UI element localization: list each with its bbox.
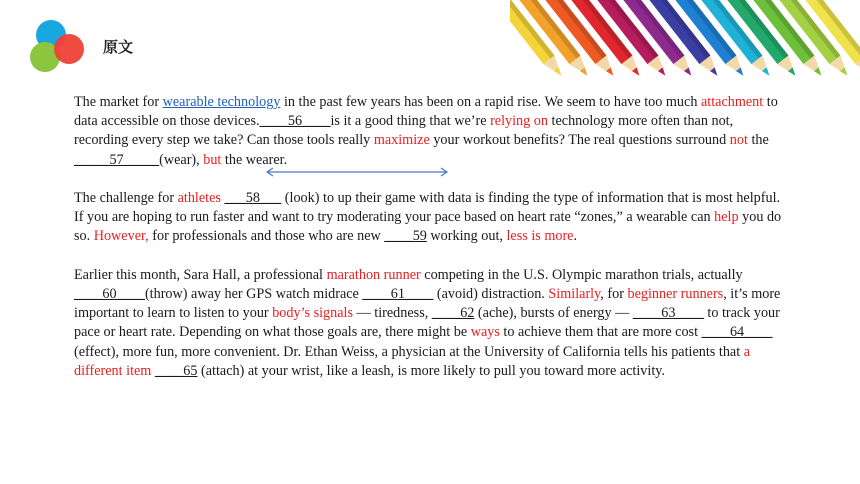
text-run: in the past few years has been on a rapid rise. We seem to have too much — [280, 94, 701, 110]
answer-blank: ____56____ — [259, 113, 331, 130]
paragraph-1 — [74, 93, 789, 170]
colored-pencils-image — [510, 0, 860, 92]
answer-blank: ____65 — [154, 362, 198, 379]
highlight-word: help — [714, 209, 739, 226]
highlight-word: However, — [93, 228, 149, 245]
text-run: your workout benefits? The real questions surround — [429, 132, 730, 149]
highlight-term: wearable technology — [162, 94, 281, 110]
answer-blank: ____62 — [431, 305, 475, 322]
text-run: The challenge for — [74, 190, 178, 206]
text-run: to data accessible on those devices. — [74, 94, 778, 130]
text-run: (throw) away her GPS watch midrace — [144, 286, 363, 302]
text-run: the — [747, 132, 769, 149]
highlight-word: Similarly — [548, 286, 601, 302]
logo-circles — [30, 20, 90, 76]
text-run: (effect), more fun, more convenient. Dr. Ethan Weiss, a physician at the University of California tells his patients that — [74, 343, 744, 360]
text-run: The market for — [74, 94, 163, 110]
text-run: (look) to up their game with data is finding the type of information that is most helpful. If you are hoping to run faster and want to try moderating your pace based on heart rate “zones,” a wearable can — [74, 190, 781, 226]
text-run: — tiredness, — [353, 305, 432, 322]
answer-blank: ____61____ — [362, 286, 434, 302]
highlight-word: not — [729, 132, 748, 149]
logo-red-circle — [54, 34, 84, 64]
text-run: (ache), bursts of energy — — [474, 305, 633, 322]
text-run: (wear), — [159, 151, 204, 168]
text-run: (avoid) distraction. — [433, 286, 549, 302]
paragraph-3 — [74, 266, 789, 381]
text-run: working out, — [426, 228, 507, 245]
text-run: , for — [600, 286, 628, 302]
highlight-word: body’s signals — [272, 305, 353, 322]
answer-blank: ____59 — [384, 228, 427, 245]
highlight-word: less is more — [506, 228, 574, 245]
paragraph-2 — [74, 189, 789, 247]
highlight-word: athletes — [177, 190, 221, 206]
text-run: , it’s more important to learn to listen to your — [74, 286, 781, 322]
answer-blank: _____57_____ — [74, 151, 160, 168]
highlight-word: attachment — [700, 94, 764, 110]
answer-blank: ____63____ — [632, 305, 704, 322]
text-run: (attach) at your wrist, like a leash, is more likely to pull you toward more activity. — [197, 362, 666, 379]
text-run: competing in the U.S. Olympic marathon trials, actually — [420, 266, 743, 283]
highlight-word: ways — [470, 324, 500, 341]
highlight-word: maximize — [373, 132, 430, 149]
answer-blank: ____64____ — [701, 324, 773, 341]
highlight-word: but — [203, 151, 222, 168]
slide-header — [0, 0, 860, 90]
text-run: . — [573, 228, 578, 245]
double-arrow-annotation — [264, 166, 450, 178]
highlight-word: a different item — [74, 343, 751, 379]
text-run: Earlier this month, Sara Hall, a professional — [74, 266, 327, 283]
text-run: to achieve them that are more cost — [499, 324, 702, 341]
text-run: technology more often than not, recording every step we take? Can those tools really — [74, 113, 734, 149]
text-run: the wearer. — [221, 151, 288, 168]
highlight-word: marathon runner — [326, 266, 421, 283]
text-run: you do so. — [74, 209, 782, 245]
answer-blank: ___58___ — [224, 190, 282, 206]
slide-title: 原文 — [103, 38, 134, 56]
highlight-word: beginner runners — [627, 286, 724, 302]
text-run: is it a good thing that we’re — [330, 113, 491, 130]
answer-blank: ____60____ — [74, 286, 145, 302]
passage — [74, 93, 789, 400]
text-run: to track your pace or heart rate. Depending on what those goals are, there might be — [74, 305, 780, 341]
text-run: for professionals and those who are new — [148, 228, 385, 245]
highlight-word: relying on — [490, 113, 548, 130]
